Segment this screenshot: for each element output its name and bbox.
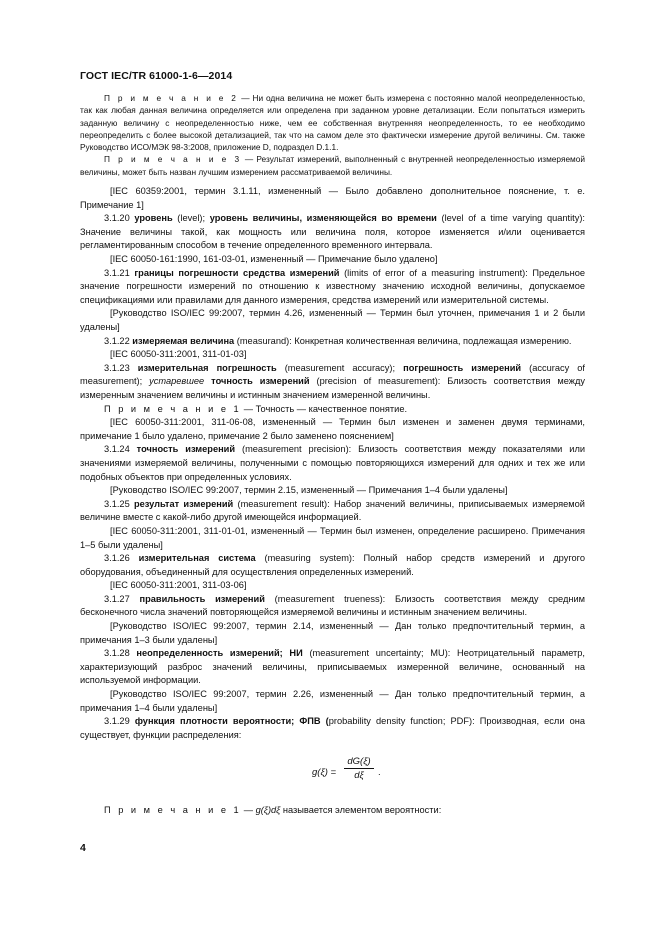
terms-block xyxy=(80,185,585,818)
ref-3-1-23: [IEC 60050-311:2001, 311-06-08, измененный — Термин был изменен и заменен двумя терминами, примечание 1 было удалено, примечание 2 было заменено пояснением] xyxy=(80,417,585,441)
document-header: ГОСТ IEC/TR 61000-1-6—2014 xyxy=(80,70,233,82)
note-2: П р и м е ч а н и е 2 — Ни одна величина не может быть измерена с постоянно малой неопределенностью, так как любая данная величина определяется или определена при заданном уровне детализации. Если попытаться измерить заданную величину с неопределенностью ниже, чем ее собственная внутренняя неопределенность, то ее необходимо переопределить с более высокой детализацией, так что на самом деле это фактически измерение другой величины. См. также Руководство ИСО/МЭК 98-3:2008, приложение D, подраздел D.1.1. xyxy=(80,93,585,153)
ref-3-1-21: [Руководство ISO/IEC 99:2007, термин 4.26, измененный — Термин был уточнен, примечания 1 и 2 были удалены] xyxy=(80,308,585,333)
note-3-1-23: П р и м е ч а н и е 1 — Точность — качественное понятие. xyxy=(104,403,408,414)
term-3-1-22: 3.1.22 измеряемая величина (measurand): Конкретная количественная величина, подлежащая измерению. xyxy=(104,335,572,346)
ref-3-1-28: [Руководство ISO/IEC 99:2007, термин 2.26, измененный — Дан только предпочтительный термин, а примечания 1–4 были удалены] xyxy=(80,689,585,713)
ref-3-1-25: [IEC 60050-311:2001, 311-01-01, измененный — Термин был изменен, определение расширено. Примечания 1–5 были удалены] xyxy=(80,525,585,550)
notes-block xyxy=(80,92,585,178)
term-3-1-24: 3.1.24 точность измерений (measurement precision): Близость соответствия между показателями или значениями измеряемой величины, полученными с помощью повторяющихся измерений для одних и тех же или подобных объектов при определенных условиях. xyxy=(80,444,586,482)
ref-3-1-27: [Руководство ISO/IEC 99:2007, термин 2.14, измененный — Дан только предпочтительный термин, а примечания 1–3 были удалены] xyxy=(80,621,585,645)
term-3-1-26: 3.1.26 измерительная система (measuring system): Полный набор средств измерений и другого оборудования, объединенный для осуществления определенных измерений. xyxy=(80,553,585,577)
term-3-1-21: 3.1.21 границы погрешности средства измерений (limits of error of a measuring instrument): Предельное значение погрешности измерений по отношению к известному значению исходной величины, допускаемое спецификациями или правилами для данного измерения, средства измерений или измерительной системы. xyxy=(80,267,585,305)
document-body xyxy=(80,92,585,818)
ref-3-1-22: [IEC 60050-311:2001, 311-01-03] xyxy=(110,349,247,360)
note-3-1-29: П р и м е ч а н и е 1 — g(ξ)dξ называется элементом вероятности: xyxy=(104,805,442,816)
pdf-formula xyxy=(80,756,585,790)
ref-3-1-26: [IEC 60050-311:2001, 311-03-06] xyxy=(110,580,247,591)
page-number: 4 xyxy=(80,842,86,854)
term-3-1-27: 3.1.27 правильность измерений (measurement trueness): Близость соответствия между средним бесконечного числа значений повторяющейся измеряемой величины и истинным значением величины. xyxy=(80,593,585,618)
term-3-1-25: 3.1.25 результат измерений (measurement result): Набор значений величины, приписываемых измеряемой величине вместе с какой-либо другой имеющейся информацией. xyxy=(80,498,585,523)
ref-3-1-24: [Руководство ISO/IEC 99:2007, термин 2.15, измененный — Примечания 1–4 были удалены] xyxy=(110,485,508,496)
term-3-1-23: 3.1.23 измерительная погрешность (measurement accuracy); погрешность измерений (accuracy of measurement); устаревшее точность измерений (precision of measurement): Близость соответствия между измеренным значением величины и истинным значением измеренной величины. xyxy=(80,362,586,400)
ref-a: [IEC 60359:2001, термин 3.1.11, измененный — Было добавлено дополнительное пояснение, т. е. Примечание 1] xyxy=(80,186,585,210)
formula-fraction xyxy=(344,756,374,781)
formula-numerator: dG(ξ) xyxy=(344,756,374,769)
note-3: П р и м е ч а н и е 3 — Результат измерений, выполненный с внутренней неопределенностью измеряемой величины, может быть назван лучшим измерением рассматриваемой величины. xyxy=(80,154,586,177)
term-3-1-20: 3.1.20 уровень (level); уровень величины, изменяющейся во времени (level of a time varying quantity): Значение величины такой, как мощность или величина поля, которое изменяется и/или оценивается регламентированным способом в течение определенного временного интервала. xyxy=(80,213,585,251)
formula-denominator: dξ xyxy=(354,770,364,782)
ref-3-1-20: [IEC 60050-161:1990, 161-03-01, измененный — Примечание было удалено] xyxy=(110,254,438,265)
term-3-1-29: 3.1.29 функция плотности вероятности; ФПВ (probability density function; PDF): Производная, если она существует, функции распределения: xyxy=(80,716,585,740)
formula-lhs: g(ξ) = xyxy=(312,767,337,779)
formula-end: . xyxy=(378,767,381,779)
term-3-1-28: 3.1.28 неопределенность измерений; НИ (measurement uncertainty; MU): Неотрицательный параметр, характеризующий разброс значений величины, приписываемых измеренной величине, основанный на используемой информации. xyxy=(80,648,585,686)
